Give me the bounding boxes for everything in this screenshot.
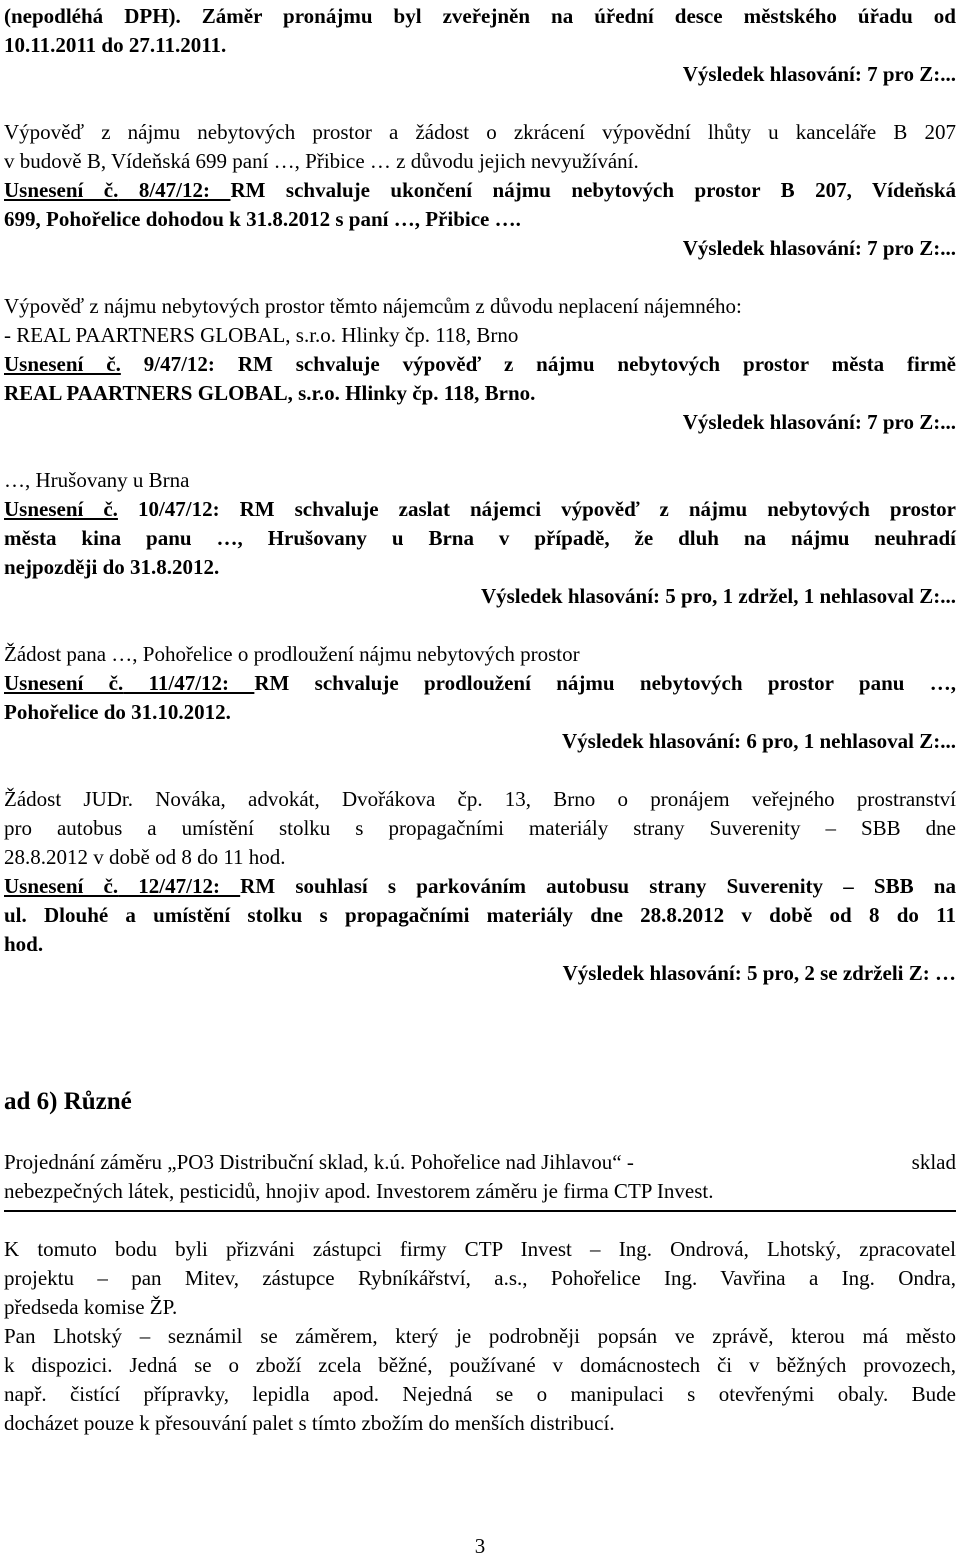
spacer: [4, 611, 956, 640]
item9-text-2: - REAL PAARTNERS GLOBAL, s.r.o. Hlinky čp. 118, Brno: [4, 323, 519, 347]
resolution-text: : RM schvaluje výpověď z nájmu nebytových prostor města firmě: [207, 352, 957, 376]
vote-result: Výsledek hlasování: 7 pro Z:...: [682, 236, 956, 260]
section-intro-line-1: [4, 1148, 956, 1177]
resolution-number: 12/47/12:: [118, 874, 241, 898]
item12-resolution-line-3: hod.: [4, 932, 44, 956]
item9-text-1: Výpověď z nájmu nebytových prostor těmto nájemcům z důvodu neplacení nájemného:: [4, 294, 742, 318]
resolution-text: RM souhlasí s parkováním autobusu strany Suverenity – SBB na: [240, 874, 956, 898]
section-intro-right: sklad: [911, 1150, 956, 1174]
section-p3-line-2: k dispozici. Jedná se o zboží zcela běžné, používané v domácnostech či v běžných provozech,: [4, 1353, 956, 1377]
spacer: [4, 756, 956, 785]
section-heading: ad 6) Různé: [4, 1088, 132, 1115]
section-p2-line-1: K tomuto bodu byli přizváni zástupci firmy CTP Invest – Ing. Ondrová, Lhotský, zpracovatel: [4, 1237, 956, 1261]
resolution-number: 9/47/12: [120, 352, 208, 376]
resolution-label: Usnesení č.: [4, 352, 121, 376]
spacer: [4, 1118, 956, 1148]
section-p2-line-3: předseda komise ŽP.: [4, 1295, 178, 1319]
resolution-number: 8/47/12:: [118, 178, 231, 202]
resolution-number: 11/47/12:: [123, 671, 255, 695]
item10-resolution-line-1: [4, 495, 956, 524]
vote-result: Výsledek hlasování: 7 pro Z:...: [682, 410, 956, 434]
item12-resolution-line-2: ul. Dlouhé a umístění stolku s propagačními materiály dne 28.8.2012 v době od 8 do 11: [4, 903, 956, 927]
item8-text-2: v budově B, Vídeňská 699 paní …, Přibice … z důvodu jejich nevyužívání.: [4, 149, 639, 173]
item11-resolution-line-2: Pohořelice do 31.10.2012.: [4, 700, 231, 724]
document-page: [4, 0, 956, 1438]
resolution-label: Usnesení č.: [4, 497, 118, 521]
resolution-text: : RM schvaluje zaslat nájemci výpověď z nájmu nebytových prostor: [212, 497, 957, 521]
resolution-label: Usnesení č.: [4, 178, 119, 202]
resolution-number: 10/47/12: [117, 497, 213, 521]
item12-text-2: pro autobus a umístění stolku s propagačními materiály strany Suverenity – SBB dne: [4, 816, 956, 840]
section-p3-line-1: Pan Lhotský – seznámil se záměrem, který je podrobněji popsán ve zprávě, kterou má město: [4, 1324, 956, 1348]
item9-resolution-line-1: [4, 350, 956, 379]
item10-resolution-line-2: města kina panu …, Hrušovany u Brna v případě, že dluh na nájmu neuhradí: [4, 526, 956, 550]
item8-text-1: Výpověď z nájmu nebytových prostor a žádost o zkrácení výpovědní lhůty u kanceláře B 207: [4, 120, 956, 144]
item10-resolution-line-3: nejpozději do 31.8.2012.: [4, 555, 220, 579]
spacer: [4, 437, 956, 466]
section-intro-left: Projednání záměru „PO3 Distribuční sklad, k.ú. Pohořelice nad Jihlavou“ -: [4, 1150, 634, 1174]
resolution-label: Usnesení č.: [4, 874, 119, 898]
intro-line-2: 10.11.2011 do 27.11.2011.: [4, 33, 227, 57]
vote-result: Výsledek hlasování: 5 pro, 1 zdržel, 1 nehlasoval Z:...: [480, 584, 956, 608]
vote-result: Výsledek hlasování: 5 pro, 2 se zdrželi Z: …: [562, 961, 956, 985]
item12-text-3: 28.8.2012 v době od 8 do 11 hod.: [4, 845, 286, 869]
item11-text-1: Žádost pana …, Pohořelice o prodloužení nájmu nebytových prostor: [4, 642, 580, 666]
item12-resolution-line-1: [4, 872, 956, 901]
intro-line-1: (nepodléhá DPH). Záměr pronájmu byl zveřejněn na úřední desce městského úřadu od: [4, 4, 956, 28]
item11-resolution-line-1: [4, 669, 956, 698]
resolution-label: Usnesení č.: [4, 671, 124, 695]
section-intro-line-2: nebezpečných látek, pesticidů, hnojiv apod. Investorem záměru je firma CTP Invest.: [4, 1179, 714, 1203]
item10-text-1: …, Hrušovany u Brna: [4, 468, 190, 492]
section-p3-line-3: např. čistící přípravky, lepidla apod. Nejedná se o manipulaci s otevřenými obaly. Bude: [4, 1382, 956, 1406]
spacer: [4, 89, 956, 118]
vote-result: Výsledek hlasování: 7 pro Z:...: [682, 62, 956, 86]
item9-resolution-line-2: REAL PAARTNERS GLOBAL, s.r.o. Hlinky čp. 118, Brno.: [4, 381, 536, 405]
resolution-text: RM schvaluje ukončení nájmu nebytových prostor B 207, Vídeňská: [230, 178, 956, 202]
item8-resolution-line-2: 699, Pohořelice dohodou k 31.8.2012 s paní …, Přibice ….: [4, 207, 521, 231]
page-number: 3: [474, 1534, 486, 1558]
item8-resolution-line-1: [4, 176, 956, 205]
resolution-text: RM schvaluje prodloužení nájmu nebytových prostor panu …,: [254, 671, 956, 695]
section-p2-line-2: projektu – pan Mitev, zástupce Rybníkářství, a.s., Pohořelice Ing. Vavřina a Ing. Ondra,: [4, 1266, 956, 1290]
spacer: [4, 263, 956, 292]
vote-result: Výsledek hlasování: 6 pro, 1 nehlasoval Z:...: [561, 729, 956, 753]
section-intro-block: [4, 1148, 956, 1212]
section-p3-line-4: docházet pouze k přesouvání palet s tímto zbožím do menších distribucí.: [4, 1411, 615, 1435]
item12-text-1: Žádost JUDr. Nováka, advokát, Dvořákova čp. 13, Brno o pronájem veřejného prostranství: [4, 787, 956, 811]
spacer: [4, 1212, 956, 1235]
